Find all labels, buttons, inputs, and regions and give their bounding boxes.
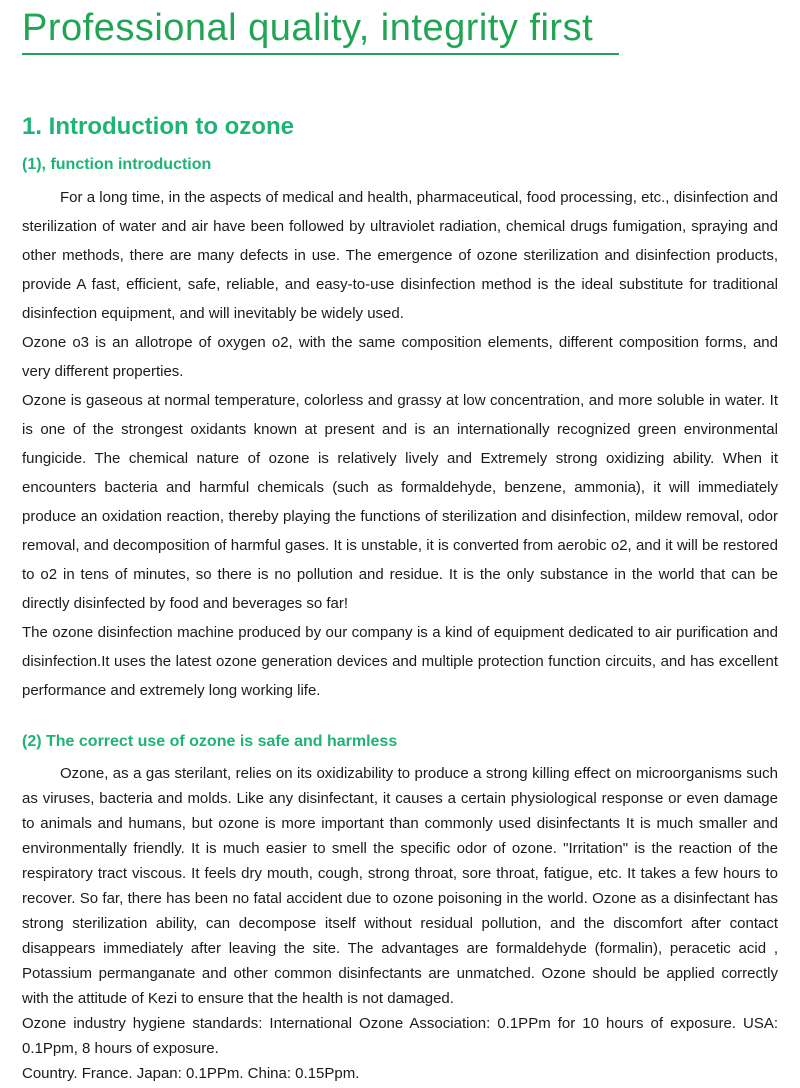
subsection-heading-correct-use: (2) The correct use of ozone is safe and harmless [22, 733, 398, 751]
paragraph-ozone-allotrope: Ozone o3 is an allotrope of oxygen o2, with the same composition elements, different composition forms, and very different properties. [22, 334, 778, 381]
paragraph-ozone-properties: Ozone is gaseous at normal temperature, colorless and grassy at low concentration, and more soluble in water. It is one of the strongest oxidants known at present and is an internationally recognized green environmental fungicide. The chemical nature of ozone is relatively lively and Extremely strong oxidizing ability. When it encounters bacteria and harmful chemicals (such as formaldehyde, benzene, ammonia), it will immediately produce an oxidation reaction, thereby playing the functions of sterilization and disinfection, mildew removal, odor removal, and decomposition of harmful gases. It is unstable, it is converted from aerobic o2, and it will be restored to o2 in tens of minutes, so there is no pollution and residue. It is the only substance in the world that can be directly disinfected by food and beverages so far! [22, 392, 778, 613]
subsection-heading-function-introduction: (1), function introduction [22, 156, 212, 174]
section-heading-introduction-to-ozone: 1. Introduction to ozone [22, 112, 294, 140]
paragraph-ozone-safety: Ozone, as a gas sterilant, relies on its oxidizability to produce a strong killing effect on microorganisms such as viruses, bacteria and molds. Like any disinfectant, it causes a certain physiological response or even damage to animals and humans, but ozone is more important than commonly used disinfectants It is much smaller and environmentally friendly. It is much easier to smell the specific odor of ozone. "Irritation" is the reaction of the respiratory tract viscous. It feels dry mouth, cough, strong throat, sore throat, fatigue, etc. It takes a few hours to recover. So far, there has been no fatal accident due to ozone poisoning in the world. Ozone as a disinfectant has strong sterilization ability, can decompose itself without residual pollution, and the discomfort after contact disappears immediately after leaving the site. The advantages are formaldehyde (formalin), peracetic acid , Potassium permanganate and other common disinfectants are unmatched. Ozone should be applied correctly with the attitude of Kezi to ensure that the health is not damaged. [22, 764, 778, 1007]
document-title-text: Professional quality, integrity first [22, 6, 619, 55]
paragraph-country-standards: Country. France. Japan: 0.1PPm. China: 0.15Ppm. [22, 1064, 360, 1082]
paragraph-hygiene-standards: Ozone industry hygiene standards: International Ozone Association: 0.1PPm for 10 hours of exposure. USA: 0.1Ppm, 8 hours of exposure. [22, 1014, 778, 1057]
function-introduction-body [22, 183, 778, 705]
document-title [22, 6, 778, 55]
paragraph-company-machine: The ozone disinfection machine produced by our company is a kind of equipment dedicated to air purification and disinfection.It uses the latest ozone generation devices and multiple protection function circuits, and has excellent performance and extremely long working life. [22, 624, 778, 700]
paragraph-history-of-disinfection: For a long time, in the aspects of medical and health, pharmaceutical, food processing, etc., disinfection and sterilization of water and air have been followed by ultraviolet radiation, chemical drugs fumigation, spraying and other methods, there are many defects in use. The emergence of ozone sterilization and disinfection products, provide A fast, efficient, safe, reliable, and easy-to-use disinfection method is the ideal substitute for traditional disinfection equipment, and will inevitably be widely used. [22, 189, 778, 323]
correct-use-body [22, 761, 778, 1086]
